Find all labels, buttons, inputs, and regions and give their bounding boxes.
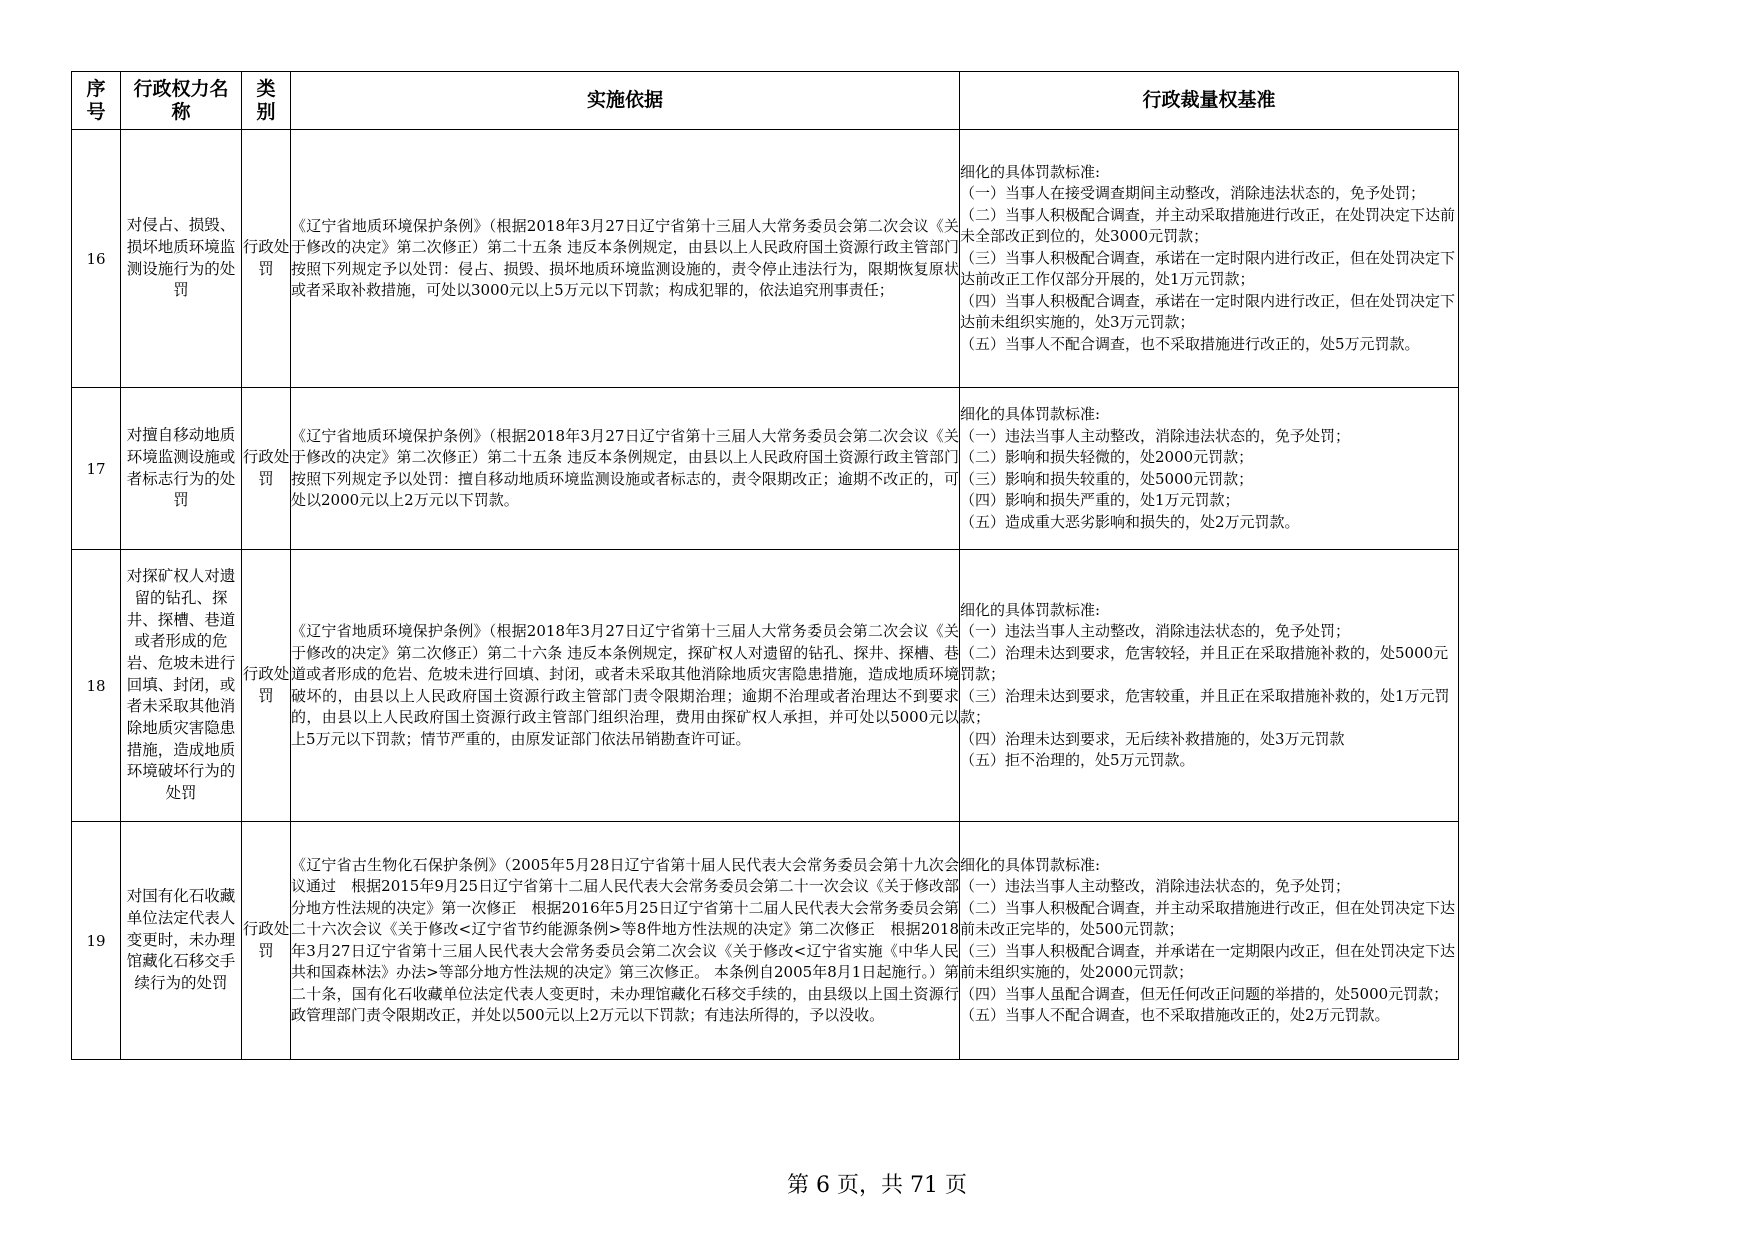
row-seq: 16 [72, 130, 121, 388]
standard-line: （二）影响和损失轻微的，处2000元罚款； [960, 448, 1254, 466]
row-seq: 18 [72, 550, 121, 822]
row-category: 行政处罚 [242, 130, 291, 388]
row-standard [960, 130, 1459, 388]
header-category: 类别 [242, 72, 291, 130]
standard-line: （三）影响和损失较重的，处5000元罚款； [960, 469, 1254, 488]
standard-line: （三）当事人积极配合调查，承诺在一定时限内进行改正，但在处罚决定下达前改正工作仅部分开展的，处1万元罚款； [960, 248, 1456, 289]
row-power-name: 对国有化石收藏单位法定代表人变更时，未办理馆藏化石移交手续行为的处罚 [121, 822, 242, 1060]
standard-line: （五）当事人不配合调查，也不采取措施改正的，处2万元罚款。 [960, 1006, 1390, 1024]
table-row [72, 550, 1459, 822]
standard-line: （四）治理未达到要求，无后续补救措施的，处3万元罚款 [960, 729, 1345, 748]
standard-line: （四）影响和损失严重的，处1万元罚款； [960, 491, 1240, 509]
row-seq: 17 [72, 388, 121, 550]
standard-line: （五）当事人不配合调查，也不采取措施进行改正的，处5万元罚款。 [960, 334, 1420, 353]
row-category: 行政处罚 [242, 550, 291, 822]
page-number: 第 6 页，共 71 页 [787, 1173, 967, 1198]
standard-line: （二）治理未达到要求，危害较轻，并且正在采取措施补救的，处5000元罚款； [960, 643, 1449, 683]
table-row [72, 822, 1459, 1060]
header-standard: 行政裁量权基准 [960, 72, 1459, 130]
standard-line: （一）违法当事人主动整改，消除违法状态的，免予处罚； [960, 622, 1351, 640]
row-seq: 19 [72, 822, 121, 1060]
header-basis: 实施依据 [291, 72, 960, 130]
standard-line: （三）当事人积极配合调查，并承诺在一定期限内改正，但在处罚决定下达前未组织实施的，处2000元罚款； [960, 941, 1456, 981]
row-standard [960, 388, 1459, 550]
row-basis: 《辽宁省地质环境保护条例》（根据2018年3月27日辽宁省第十三届人大常务委员会第二次会议《关于修改的决定》第二次修正）第二十六条 违反本条例规定，探矿权人对遗留的钻孔、探井、探槽、巷道或者形成的危岩、危坡未进行回填、封闭，或者未采取其他消除地质灾害隐患措施，造成地质环境破坏的，由县以上人民政府国土资源行政主管部门责令限期治理；逾期不治理或者治理达不到要求的，由县以上人民政府国土资源行政主管部门组织治理，费用由探矿权人承担，并可处以5000元以上5万元以下罚款；情节严重的，由原发证部门依法吊销勘查许可证。 [291, 550, 960, 822]
row-standard [960, 822, 1459, 1060]
standard-line: （五）造成重大恶劣影响和损失的，处2万元罚款。 [960, 512, 1300, 531]
table-row [72, 388, 1459, 550]
standard-line: 细化的具体罚款标准: [960, 162, 1101, 181]
row-power-name: 对侵占、损毁、损坏地质环境监测设施行为的处罚 [121, 130, 242, 388]
header-row [72, 72, 1459, 130]
row-basis: 《辽宁省地质环境保护条例》（根据2018年3月27日辽宁省第十三届人大常务委员会第二次会议《关于修改的决定》第二次修正）第二十五条 违反本条例规定，由县以上人民政府国土资源行政主管部门按照下列规定予以处罚：侵占、损毁、损坏地质环境监测设施的，责令停止违法行为，限期恢复原状或者采取补救措施，可处以3000元以上5万元以下罚款；构成犯罪的，依法追究刑事责任； [291, 130, 960, 388]
row-standard [960, 550, 1459, 822]
row-power-name: 对探矿权人对遗留的钻孔、探井、探槽、巷道或者形成的危岩、危坡未进行回填、封闭，或者未采取其他消除地质灾害隐患措施，造成地质环境破坏行为的处罚 [121, 550, 242, 822]
row-category: 行政处罚 [242, 822, 291, 1060]
standard-line: （四）当事人虽配合调查，但无任何改正问题的举措的，处5000元罚款； [960, 984, 1449, 1003]
row-power-name: 对擅自移动地质环境监测设施或者标志行为的处罚 [121, 388, 242, 550]
table-row [72, 130, 1459, 388]
standard-line: （一）违法当事人主动整改，消除违法状态的，免予处罚； [960, 426, 1351, 445]
penalty-standards-table [71, 71, 1459, 1060]
row-basis: 《辽宁省古生物化石保护条例》（2005年5月28日辽宁省第十届人民代表大会常务委员会第十九次会议通过 根据2015年9月25日辽宁省第十二届人民代表大会常务委员会第二十一次会议《关于修改部分地方性法规的决定》第一次修正 根据2016年5月25日辽宁省第十二届人民代表大会常务委员会第二十六次会议《关于修改<辽宁省节约能源条例>等8件地方性法规的决定》第二次修正 根据2018年3月27日辽宁省第十三届人民代表大会常务委员会第二次会议《关于修改<辽宁省实施《中华人民共和国森林法》办法>等部分地方性法规的决定》第三次修正。 本条例自2005年8月1日起施行。）第二十条，国有化石收藏单位法定代表人变更时，未办理馆藏化石移交手续的，由县级以上国土资源行政管理部门责令限期改正，并处以500元以上2万元以下罚款；有违法所得的，予以没收。 [291, 822, 960, 1060]
header-name: 行政权力名称 [121, 72, 242, 130]
standard-line: 细化的具体罚款标准: [960, 855, 1101, 874]
standard-line: 细化的具体罚款标准: [960, 405, 1101, 423]
standard-line: （一）违法当事人主动整改，消除违法状态的，免予处罚； [960, 877, 1351, 895]
standard-line: 细化的具体罚款标准: [960, 600, 1101, 619]
row-category: 行政处罚 [242, 388, 291, 550]
row-basis: 《辽宁省地质环境保护条例》（根据2018年3月27日辽宁省第十三届人大常务委员会第二次会议《关于修改的决定》第二次修正）第二十五条 违反本条例规定，由县以上人民政府国土资源行政主管部门按照下列规定予以处罚：擅自移动地质环境监测设施或者标志的，责令限期改正；逾期不改正的，可处以2000元以上2万元以下罚款。 [291, 388, 960, 550]
standard-line: （五）拒不治理的，处5万元罚款。 [960, 751, 1195, 769]
standard-line: （四）当事人积极配合调查，承诺在一定时限内进行改正，但在处罚决定下达前未组织实施的，处3万元罚款； [960, 291, 1456, 332]
standard-line: （三）治理未达到要求，危害较重，并且正在采取措施补救的，处1万元罚款； [960, 686, 1450, 726]
standard-line: （二）当事人积极配合调查，并主动采取措施进行改正，但在处罚决定下达前未改正完毕的，处500元罚款； [960, 898, 1456, 938]
standard-line: （二）当事人积极配合调查，并主动采取措施进行改正，在处罚决定下达前未全部改正到位的，处3000元罚款； [960, 205, 1456, 246]
header-seq: 序号 [72, 72, 121, 130]
standard-line: （一）当事人在接受调查期间主动整改，消除违法状态的，免予处罚； [960, 184, 1426, 203]
